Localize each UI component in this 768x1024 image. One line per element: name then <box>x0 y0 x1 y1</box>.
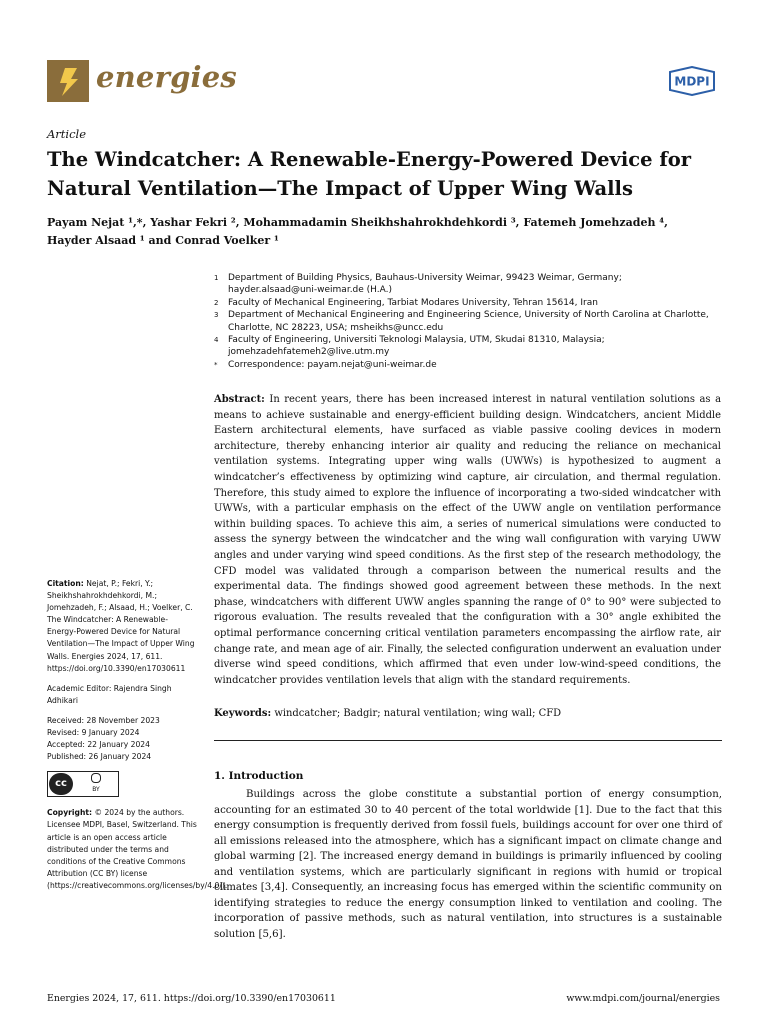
academic-editor: Academic Editor: Rajendra Singh Adhikari <box>47 683 172 705</box>
affiliation-email[interactable]: jomehzadehfatemeh2@live.utm.my <box>228 347 390 358</box>
affiliation-email[interactable]: hayder.alsaad@uni-weimar.de (H.A.) <box>228 285 393 296</box>
citation-text[interactable]: Nejat, P.; Fekri, Y.; Sheikhshahrokhdehkordi, M.; Jomehzadeh, F.; Alsaad, H.; Voelker, C. The Windcatcher: A Renewable-Energy-Powered Device for Natural Ventilation—The Impact of Upper Wing Walls. Energies 2024, 17, 611. https://doi.org/10.3390/en17030611 <box>47 579 195 673</box>
affiliation-item: 3 Department of Mechanical Engineering and Engineering Science, University of North Carolina at Charlotte, Charlotte, NC 28223, USA; msheikhs@uncc.edu <box>214 310 709 333</box>
abstract <box>214 392 721 688</box>
citation <box>47 578 197 675</box>
intro-body <box>214 787 722 942</box>
paper-title: The Windcatcher: A Renewable-Energy-Powered Device for Natural Ventilation—The Impact of Upper Wing Walls <box>47 148 691 200</box>
keywords <box>214 708 721 719</box>
journal-name: energies <box>96 60 237 94</box>
keywords-text: windcatcher; Badgir; natural ventilation; wing wall; CFD <box>274 708 562 719</box>
abstract-label: Abstract: <box>214 394 265 405</box>
sidebar-metadata <box>47 578 228 900</box>
section-divider <box>214 740 722 741</box>
affiliations <box>214 272 734 371</box>
copyright-text: © 2024 by the authors. Licensee MDPI, Basel, Switzerland. This article is an open access article distributed under the terms and conditions of the Creative Commons Attribution (CC BY) license (https://creativecommons.org/licenses/by/4.0/). <box>47 808 228 890</box>
published-date: Published: 26 January 2024 <box>47 752 152 762</box>
received-date: Received: 28 November 2023 <box>47 715 160 725</box>
journal-logo-icon <box>47 60 89 102</box>
affiliation-item: 4 Faculty of Engineering, Universiti Teknologi Malaysia, UTM, Skudai 81310, Malaysia; jomehzadehfatemeh2@live.utm.my <box>214 334 734 359</box>
revised-date: Revised: 9 January 2024 <box>47 728 140 738</box>
abstract-text: In recent years, there has been increased interest in natural ventilation solutions as a means to achieve sustainable and energy-efficient building design. Windcatchers, ancient Middle Eastern architectural elements, have surfaced as viable passive cooling devices in modern architecture, thereby enhancing interior air quality and reducing the reliance on mechanical ventilation systems. Integrating upper wing walls (UWWs) is hypothesized to augment a windcatcher’s effectiveness by optimizing wind capture, air circulation, and thermal regulation. Therefore, this study aimed to explore the influence of incorporating a two-sided windcatcher with UWWs, with a particular emphasis on the effect of the UWW angle on ventilation performance within building spaces. To achieve this aim, a series of numerical simulations were conducted to assess the synergy between the windcatcher and the wing wall configuration with varying UWW angles and under varying wind speed conditions. As the first step of the research methodology, the CFD model was validated through a comparison between the numerical results and the experimental data. The findings showed good agreement between these methods. In the next phase, windcatchers with different UWW angles spanning the range of 0° to 90° were subjected to rigorous evaluation. The results revealed that the configuration with a 30° angle exhibited the optimal performance concerning critical ventilation parameters encompassing the airflow rate, air change rate, and mean age of air. Finally, the selected configuration underwent an evaluation under diverse wind speed conditions, which affirmed that even under low-wind-speed conditions, the windcatcher provides ventilation levels that align with the standard requirements. <box>214 394 721 686</box>
intro-paragraph: Buildings across the globe constitute a substantial portion of energy consumption, accounting for an estimated 30 to 40 percent of the total worldwide [1]. Due to the fact that this energy consumption is frequently derived from fossil fuels, buildings account for over one third of all emissions released into the atmosphere, which has a significant impact on climate change and global warming [2]. The increased energy demand in buildings is primarily influenced by cooling and ventilation systems, which are particularly significant in regions with humid or tropical climates [3,4]. Consequently, an increasing focus has emerged within the scientific community on identifying strategies to reduce the energy consumption linked to ventilation and cooling. The incorporation of passive methods, such as natural ventilation, into structures is a sustainable solution [5,6]. <box>214 789 722 940</box>
cc-icon: cc <box>49 773 73 795</box>
section-heading: 1. Introduction <box>214 770 304 782</box>
cc-by-license-icon[interactable] <box>47 771 119 797</box>
affiliation-item: 1 Department of Building Physics, Bauhaus-University Weimar, 99423 Weimar, Germany; hayder.alsaad@uni-weimar.de (H.A.) <box>214 272 734 297</box>
by-label: BY <box>92 785 100 793</box>
copyright <box>47 807 228 892</box>
correspondence: * Correspondence: payam.nejat@uni-weimar.de <box>214 359 437 370</box>
author-line-1: Payam Nejat ¹,*, Yashar Fekri ², Mohammadamin Sheikhshahrokhdehkordi ³, Fatemeh Jomehzadeh ⁴, <box>47 216 668 229</box>
author-line-2: Hayder Alsaad ¹ and Conrad Voelker ¹ <box>47 234 279 247</box>
keywords-label: Keywords: <box>214 708 272 719</box>
citation-label: Citation: <box>47 579 84 588</box>
affiliation-item: 2 Faculty of Mechanical Engineering, Tarbiat Modares University, Tehran 15614, Iran <box>214 297 598 308</box>
person-icon <box>91 773 101 783</box>
mdpi-logo-text: MDPI <box>674 74 710 89</box>
footer-citation[interactable]: Energies 2024, 17, 611. https://doi.org/10.3390/en17030611 <box>47 993 336 1004</box>
dates <box>47 715 197 763</box>
article-type: Article <box>47 127 87 141</box>
copyright-label: Copyright: <box>47 808 93 818</box>
accepted-date: Accepted: 22 January 2024 <box>47 740 150 750</box>
footer-journal-link[interactable]: www.mdpi.com/journal/energies <box>566 993 720 1004</box>
mdpi-logo-icon <box>666 66 718 96</box>
author-list <box>47 214 737 250</box>
